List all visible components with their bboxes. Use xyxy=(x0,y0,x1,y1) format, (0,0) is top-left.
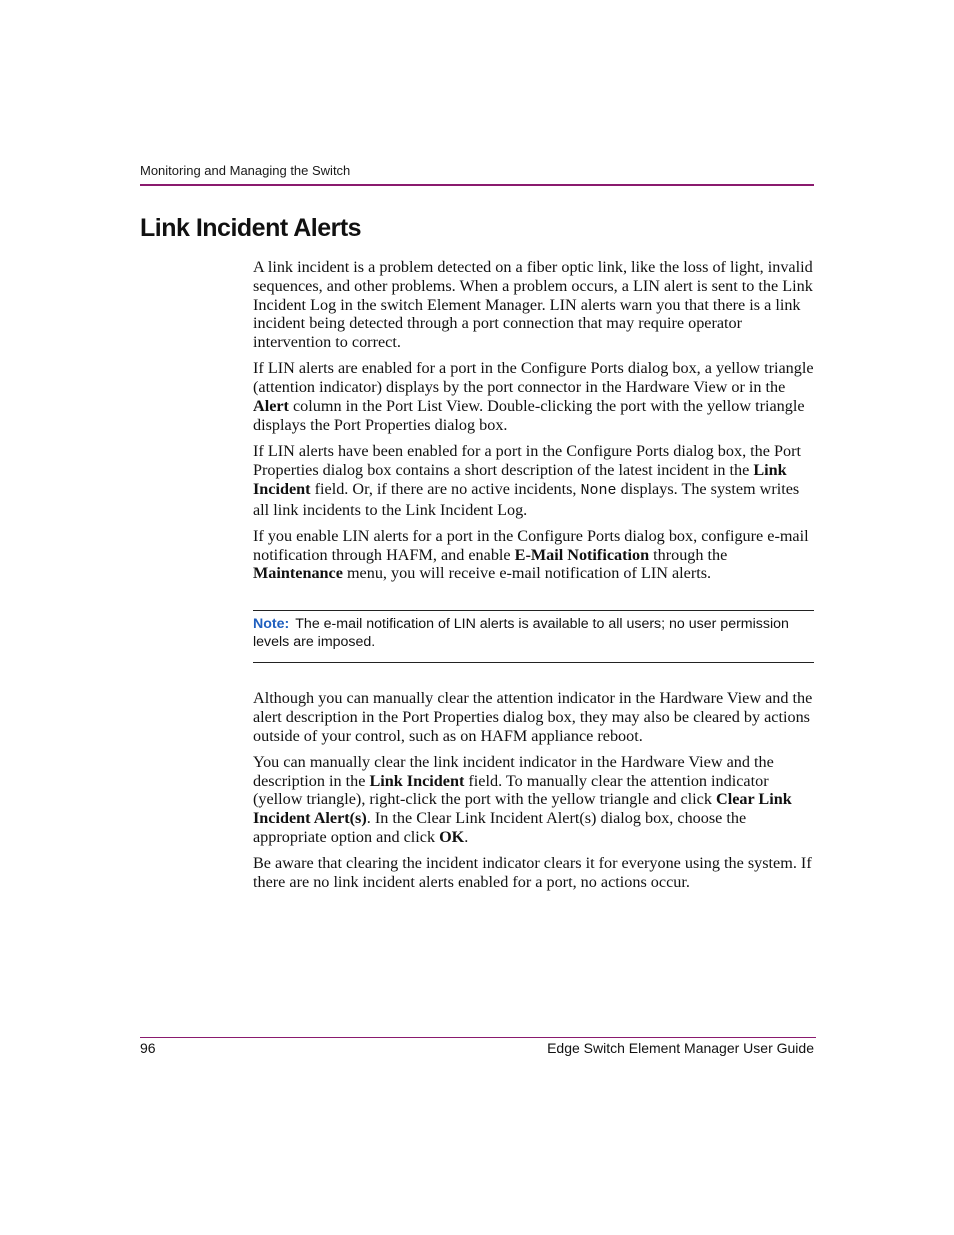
body-text-lower xyxy=(253,689,815,899)
text-run: field. Or, if there are no active incidents, xyxy=(310,479,581,498)
body-text-upper xyxy=(253,258,815,591)
page-number: 96 xyxy=(140,1040,156,1056)
text-run: You can manually clear the link incident indicator in the Hardware View and the description in the xyxy=(253,752,774,790)
text-run: . xyxy=(464,828,469,847)
bold-term-ok: OK xyxy=(439,828,465,847)
paragraph-email-notification xyxy=(253,527,815,583)
bold-term-link-incident: Link Incident xyxy=(253,460,787,498)
text-run: displays. The system writes all link incidents to the Link Incident Log. xyxy=(253,479,800,519)
note-box xyxy=(253,610,814,663)
text-run: through the xyxy=(649,545,728,564)
text-run: column in the Port List View. Double-clicking the port with the yellow triangle displays the Port Properties dialog box. xyxy=(253,397,805,434)
running-head: Monitoring and Managing the Switch xyxy=(140,163,351,178)
paragraph-port-properties xyxy=(253,442,815,519)
text-run: menu, you will receive e-mail notification of LIN alerts. xyxy=(342,564,712,583)
text-run: field. To manually clear the attention indicator (yellow triangle), right-click the port with the yellow triangle and click xyxy=(253,771,769,809)
section-title: Link Incident Alerts xyxy=(140,214,362,242)
text-run: If LIN alerts have been enabled for a port in the Configure Ports dialog box, the Port Properties dialog box contains a short description of the latest incident in the xyxy=(253,442,801,479)
paragraph-clearing-warning: Be aware that clearing the incident indicator clears it for everyone using the system. If there are no link incident alerts enabled for a port, no actions occur. xyxy=(253,854,812,892)
code-none: None xyxy=(580,481,617,499)
paragraph-manual-clear-steps xyxy=(253,753,815,847)
paragraph-intro: A link incident is a problem detected on a fiber optic link, like the loss of light, invalid sequences, and other problems. When a problem occurs, a LIN alert is sent to the Link Incident Log in the switch Element Manager. LIN alerts warn you that there is a link incident being detected through a port connection that may require operator intervention to correct. xyxy=(253,258,813,352)
bold-term-clear-link-incident-alerts: Clear Link Incident Alert(s) xyxy=(253,790,792,828)
note-body: The e-mail notification of LIN alerts is available to all users; no user permission levels are imposed. xyxy=(253,616,789,650)
footer-rule xyxy=(140,1037,816,1038)
text-run: If you enable LIN alerts for a port in the Configure Ports dialog box, configure e-mail notification through HAFM, and enable xyxy=(253,526,809,564)
note-label: Note: xyxy=(253,616,290,632)
bold-term-alert: Alert xyxy=(253,397,289,416)
bold-term-maintenance: Maintenance xyxy=(253,564,343,583)
paragraph-manual-clear-info: Although you can manually clear the attention indicator in the Hardware View and the alert description in the Port Properties dialog box, they may also be cleared by actions outside of your control, such as on HAFM appliance reboot. xyxy=(253,689,813,745)
bold-term-link-incident: Link Incident xyxy=(369,771,465,790)
bold-term-email-notification: E-Mail Notification xyxy=(514,545,650,564)
header-rule xyxy=(140,184,814,186)
note-text xyxy=(253,615,814,651)
footer-title: Edge Switch Element Manager User Guide xyxy=(547,1040,814,1056)
text-run: If LIN alerts are enabled for a port in the Configure Ports dialog box, a yellow triangle (attention indicator) displays by the port connector in the Hardware View or in the xyxy=(253,359,814,397)
text-run: . In the Clear Link Incident Alert(s) dialog box, choose the appropriate option and click xyxy=(253,809,747,847)
paragraph-yellow-triangle xyxy=(253,359,815,434)
